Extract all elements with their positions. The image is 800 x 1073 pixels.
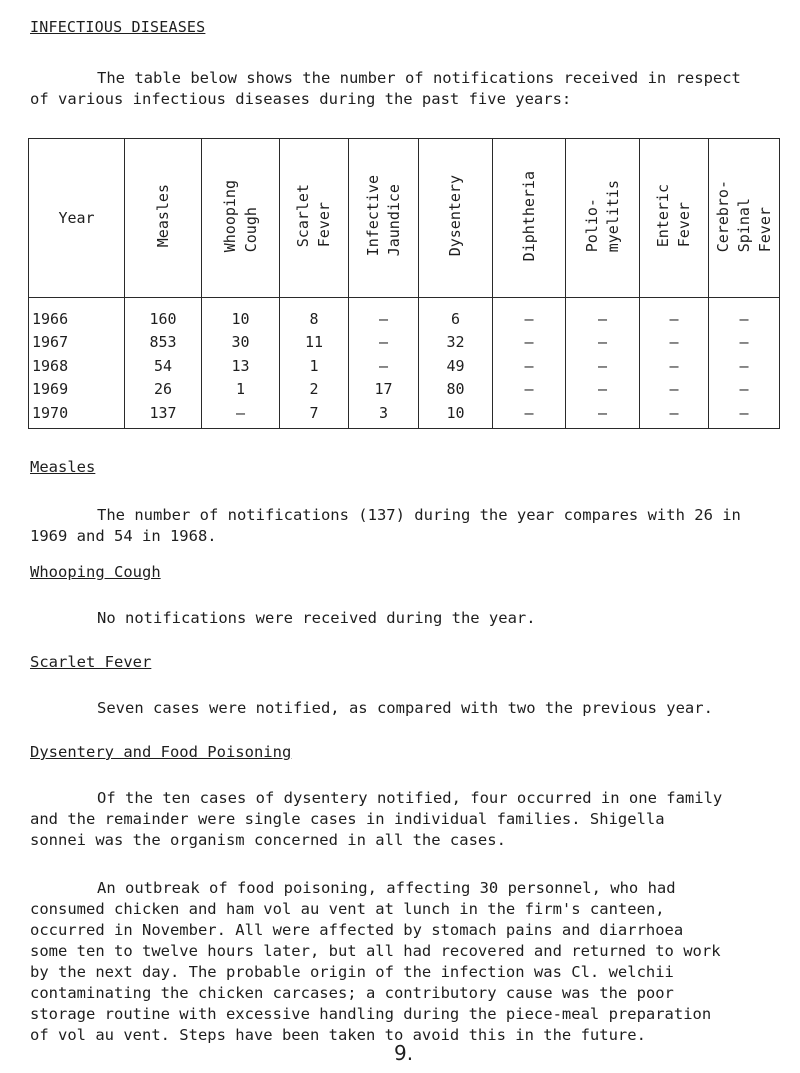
table-cell: 49 — [419, 354, 493, 378]
text-line: No notifications were received during the year. — [97, 609, 536, 627]
text-line: sonnei was the organism concerned in all the cases. — [30, 831, 506, 849]
text-line: contaminating the chicken carcases; a contributory cause was the poor — [30, 984, 674, 1002]
table-cell: – — [640, 354, 709, 378]
section-heading-scarlet-fever: Scarlet Fever — [30, 653, 152, 671]
column-header-cerebro-spinal-fever: Cerebro- Spinal Fever — [709, 139, 780, 298]
text-line: Of the ten cases of dysentery notified, four occurred in one family — [97, 789, 723, 807]
table-cell: – — [566, 401, 640, 428]
column-header-infective-jaundice: Infective Jaundice — [349, 139, 419, 298]
table-cell: 54 — [125, 354, 202, 378]
paragraph-measles — [30, 505, 775, 547]
table-cell: – — [493, 354, 566, 378]
paragraph-dysentery — [30, 788, 775, 851]
page-number: 9. — [394, 1041, 414, 1065]
table-cell: 160 — [125, 298, 202, 331]
table-cell: – — [349, 354, 419, 378]
page-heading: INFECTIOUS DISEASES — [30, 18, 206, 36]
table-cell: 13 — [202, 354, 280, 378]
table-cell: – — [566, 331, 640, 355]
column-header-scarlet-fever: Scarlet Fever — [280, 139, 349, 298]
text-line: some ten to twelve hours later, but all had recovered and returned to work — [30, 942, 721, 960]
column-header-enteric-fever: Enteric Fever — [640, 139, 709, 298]
text-line: storage routine with excessive handling during the piece-meal preparation — [30, 1005, 712, 1023]
table-header-row — [29, 139, 780, 298]
table-cell: – — [493, 331, 566, 355]
table-cell: 137 — [125, 401, 202, 428]
paragraph-scarlet-fever — [30, 698, 775, 719]
table-cell: – — [566, 298, 640, 331]
intro-line: of various infectious diseases during the past five years: — [30, 90, 572, 108]
section-heading-dysentery: Dysentery and Food Poisoning — [30, 743, 292, 761]
table-cell: 32 — [419, 331, 493, 355]
table-cell: 7 — [280, 401, 349, 428]
table-cell: 8 — [280, 298, 349, 331]
section-heading-measles: Measles — [30, 458, 96, 476]
table-cell: 11 — [280, 331, 349, 355]
table-cell: – — [566, 378, 640, 402]
column-header-whooping-cough: Whooping Cough — [202, 139, 280, 298]
table-cell: 1 — [202, 378, 280, 402]
table-cell: 10 — [202, 298, 280, 331]
table-cell: 853 — [125, 331, 202, 355]
table-cell: – — [202, 401, 280, 428]
column-header-measles: Measles — [125, 139, 202, 298]
table-cell: – — [566, 354, 640, 378]
table-cell: 80 — [419, 378, 493, 402]
text-line: by the next day. The probable origin of the infection was Cl. welchii — [30, 963, 674, 981]
table-cell: – — [493, 378, 566, 402]
table-cell: – — [640, 298, 709, 331]
table-cell: – — [349, 331, 419, 355]
table-cell: 26 — [125, 378, 202, 402]
section-heading-whooping-cough: Whooping Cough — [30, 563, 161, 581]
table-cell-year: 1966 — [29, 298, 125, 331]
table-cell: 2 — [280, 378, 349, 402]
table-cell-year: 1967 — [29, 331, 125, 355]
table-row — [29, 331, 780, 355]
table-cell: – — [349, 298, 419, 331]
table-cell: 17 — [349, 378, 419, 402]
table-cell: – — [709, 298, 780, 331]
text-line: occurred in November. All were affected by stomach pains and diarrhoea — [30, 921, 684, 939]
paragraph-whooping-cough — [30, 608, 775, 629]
table-cell: – — [493, 401, 566, 428]
table-cell: – — [709, 331, 780, 355]
table-cell-year: 1968 — [29, 354, 125, 378]
table-cell: – — [493, 298, 566, 331]
intro-line: The table below shows the number of notifications received in respect — [97, 69, 741, 87]
table-row — [29, 378, 780, 402]
text-line: consumed chicken and ham vol au vent at lunch in the firm's canteen, — [30, 900, 665, 918]
column-header-diphtheria: Diphtheria — [493, 139, 566, 298]
table-cell: 10 — [419, 401, 493, 428]
table-cell: – — [709, 354, 780, 378]
text-line: 1969 and 54 in 1968. — [30, 527, 217, 545]
table-cell-year: 1969 — [29, 378, 125, 402]
table-row — [29, 401, 780, 428]
table-cell: – — [709, 378, 780, 402]
text-line: of vol au vent. Steps have been taken to avoid this in the future. — [30, 1026, 646, 1044]
table-cell: 3 — [349, 401, 419, 428]
paragraph-food-poisoning — [30, 878, 775, 1046]
table-cell: 6 — [419, 298, 493, 331]
column-header-year: Year — [29, 139, 125, 298]
text-line: An outbreak of food poisoning, affecting 30 personnel, who had — [97, 879, 676, 897]
table-cell: – — [709, 401, 780, 428]
table-cell: 30 — [202, 331, 280, 355]
table-cell-year: 1970 — [29, 401, 125, 428]
text-line: Seven cases were notified, as compared with two the previous year. — [97, 699, 713, 717]
intro-paragraph — [30, 68, 770, 110]
table-cell: – — [640, 401, 709, 428]
text-line: The number of notifications (137) during the year compares with 26 in — [97, 506, 741, 524]
column-header-poliomyelitis: Polio- myelitis — [566, 139, 640, 298]
table-cell: 1 — [280, 354, 349, 378]
table-row — [29, 298, 780, 331]
notifications-table — [28, 138, 780, 429]
table-row — [29, 354, 780, 378]
column-header-dysentery: Dysentery — [419, 139, 493, 298]
table-cell: – — [640, 331, 709, 355]
text-line: and the remainder were single cases in individual families. Shigella — [30, 810, 665, 828]
table-cell: – — [640, 378, 709, 402]
